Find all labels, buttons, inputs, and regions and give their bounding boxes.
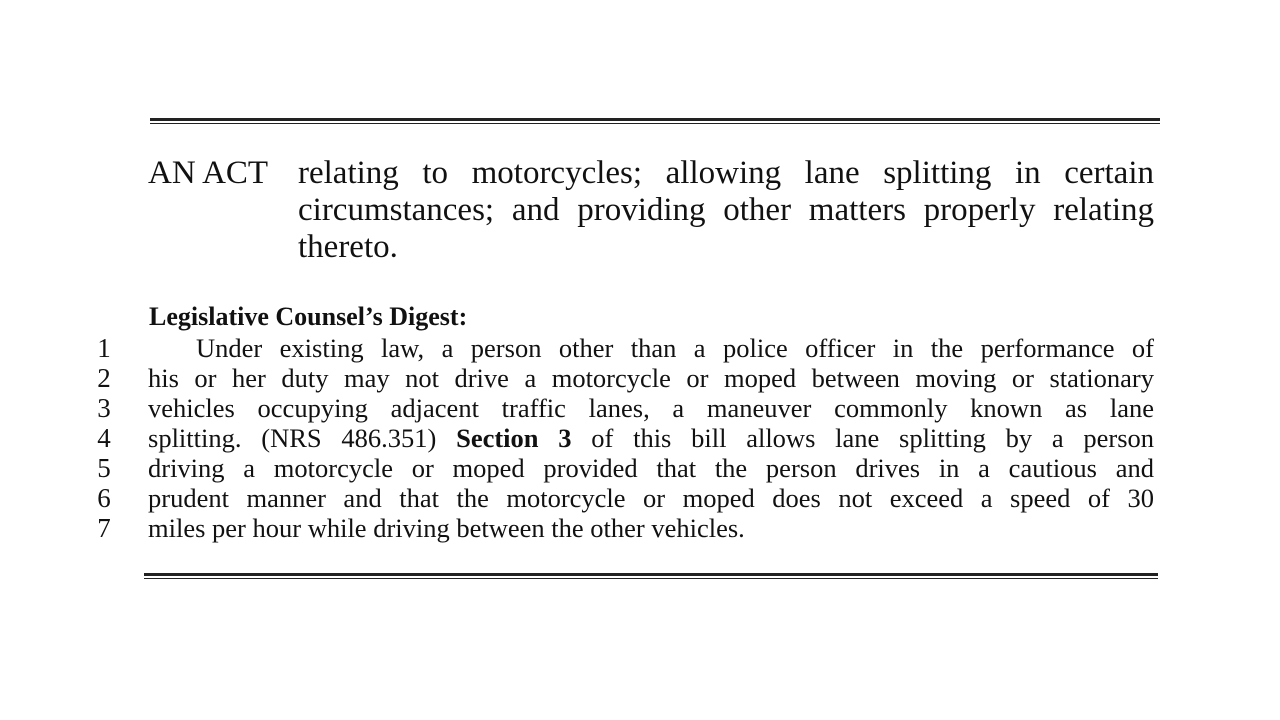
line-number: 1 <box>97 333 111 363</box>
digest-line-6: prudent manner and that the motorcycle or moped does not exceed a speed of 30 <box>148 483 1154 513</box>
line-number: 4 <box>97 423 111 453</box>
digest-heading: Legislative Counsel’s Digest: <box>149 302 468 331</box>
act-description: relating to motorcycles; allowing lane splitting in certain circumstances; and providing other matters properly relating thereto. <box>298 155 1154 265</box>
line-number: 6 <box>97 483 111 513</box>
line-number: 5 <box>97 453 111 483</box>
line-number: 2 <box>97 363 111 393</box>
digest-line-3: vehicles occupying adjacent traffic lanes, a maneuver commonly known as lane <box>148 393 1154 423</box>
line-numbers <box>92 333 116 543</box>
act-title-block <box>148 155 1154 266</box>
digest-line-7: miles per hour while driving between the other vehicles. <box>148 513 745 543</box>
digest-body <box>148 333 1154 543</box>
line-number: 3 <box>97 393 111 423</box>
digest-line-4 <box>148 423 1154 453</box>
digest-line-1: Under existing law, a person other than a police officer in the performance of <box>196 333 1154 363</box>
digest-line-5: driving a motorcycle or moped provided that the person drives in a cautious and <box>148 453 1154 483</box>
act-label: AN ACT <box>148 155 269 191</box>
line-number: 7 <box>97 513 111 543</box>
section-reference: Section 3 <box>456 423 572 453</box>
digest-line-4-start: splitting. (NRS 486.351) <box>148 423 437 453</box>
bottom-double-rule <box>144 573 1158 579</box>
digest-line-4-end: of this bill allows lane splitting by a person <box>591 423 1155 453</box>
top-double-rule <box>150 118 1160 124</box>
digest-line-2: his or her duty may not drive a motorcycle or moped between moving or stationary <box>148 363 1154 393</box>
